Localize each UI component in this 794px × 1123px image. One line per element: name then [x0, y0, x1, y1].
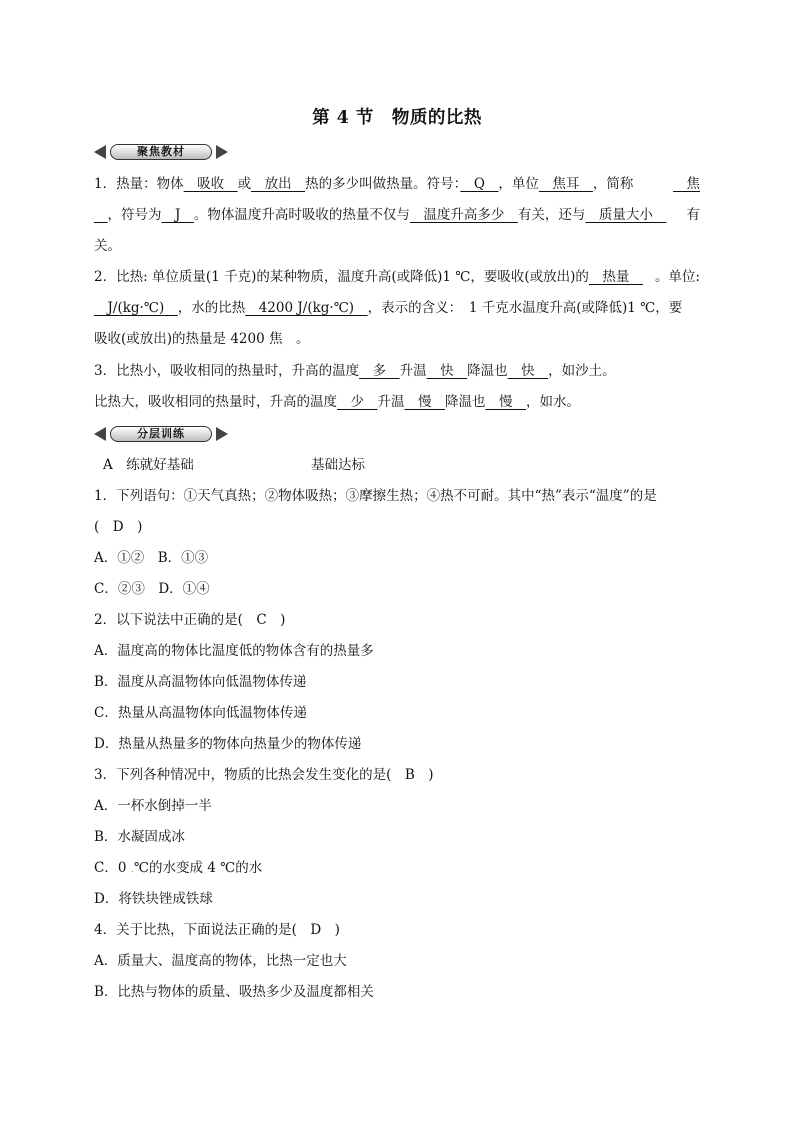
q3-option-c: C．0 .℃的水变成 4 ℃的水 — [94, 860, 263, 876]
triangle-left-icon — [94, 145, 106, 159]
q1-options-ab: A．①② B．①③ — [94, 550, 209, 566]
triangle-left-icon — [94, 427, 106, 441]
q3-option-d: D．将铁块锉成铁球 — [94, 891, 213, 907]
dot-mark-icon: . — [130, 864, 134, 875]
sub-heading-right: 基础达标 — [311, 457, 365, 473]
section-bar-practice — [94, 426, 228, 442]
item1-line2: ，符号为 J 。物体温度升高时吸收的热量不仅与 温度升高多少 有关，还与 质量大小 有 — [107, 207, 700, 223]
q2-option-a: A．温度高的物体比温度低的物体含有的热量多 — [94, 643, 374, 659]
q2-option-b: B．温度从高温物体向低温物体传递 — [94, 674, 307, 690]
q4-stem: 4．关于比热，下面说法正确的是( D ) — [94, 922, 340, 938]
item3-line1: 3．比热小，吸收相同的热量时，升高的温度 多 升温 快 降温也 快 ，如沙土。 — [94, 363, 616, 379]
q3-option-a: A．一杯水倒掉一半 — [94, 798, 212, 814]
q1-options-cd: C．②③ D．①④ — [94, 581, 210, 597]
item2-line3: 吸收(或放出)的热量是 4200 焦 。 — [94, 331, 310, 347]
item2-line2: J/(kg·℃) ，水的比热 4200 J/(kg·℃) ，表示的含义： 1 千克水温度升高(或降低)1 ℃，要 — [94, 300, 683, 316]
triangle-right-icon — [216, 145, 228, 159]
q3-stem: 3．下列各种情况中，物质的比热会发生变化的是( B ) — [94, 767, 434, 783]
q2-option-d: D．热量从热量多的物体向热量少的物体传递 — [94, 736, 362, 752]
q4-option-b: B．比热与物体的质量、吸热多少及温度都相关 — [94, 984, 374, 1000]
section-bar-focus — [94, 144, 228, 160]
section-label: 聚焦教材 — [110, 144, 212, 160]
section-label: 分层训练 — [110, 426, 212, 442]
q4-option-a: A．质量大、温度高的物体，比热一定也大 — [94, 953, 347, 969]
triangle-right-icon — [216, 427, 228, 441]
item2-line1: 2．比热: 单位质量(1 千克)的某种物质，温度升高(或降低)1 ℃，要吸收(或放出)的 热量 。单位: — [94, 269, 700, 285]
q2-stem: 2．以下说法中正确的是( C ) — [94, 612, 286, 628]
item1-line3: 关。 — [94, 238, 121, 254]
q1-stem: 1．下列语句：①天气真热；②物体吸热；③摩擦生热；④热不可耐。其中“热”表示“温度”的是 — [94, 488, 657, 504]
sub-heading-left: A 练就好基础 — [103, 457, 194, 473]
item3-line2: 比热大，吸收相同的热量时，升高的温度 少 升温 慢 降温也 慢 ，如水。 — [94, 394, 580, 410]
page-title: 第 4 节 物质的比热 — [312, 108, 482, 128]
item1-line1: 1．热量：物体 吸收 或 放出 热的多少叫做热量。符号： Q ，单位 焦耳 ，简称 焦 — [94, 176, 700, 192]
q3-option-b: B．水凝固成冰 — [94, 829, 185, 845]
q2-option-c: C．热量从高温物体向低温物体传递 — [94, 705, 307, 721]
q1-answer: ( D ) — [94, 519, 143, 535]
